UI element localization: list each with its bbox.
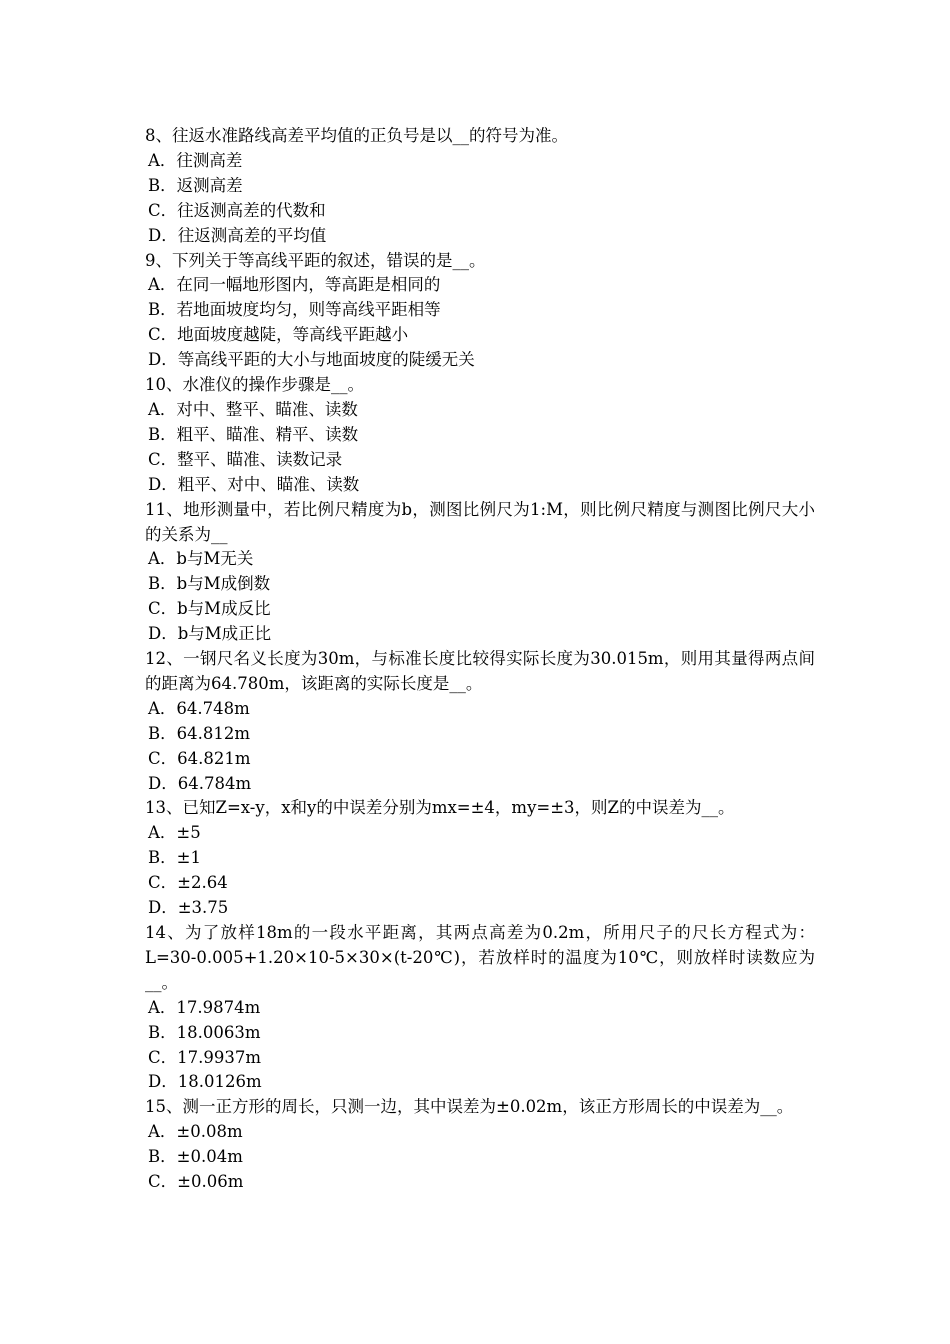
question-stem: 14、为了放样18m的一段水平距离，其两点高差为0.2m，所用尺子的尺长方程式为：L=30-0.005+1.20×10-5×30×(t-20℃)，若放样时的温度为10℃，则放样时读数应为__。 (145, 923, 815, 992)
option-c: C．±2.64 (148, 873, 228, 893)
option-a: A．在同一幅地形图内，等高距是相同的 (148, 275, 441, 295)
option-b: B．±0.04m (148, 1147, 243, 1167)
option-b: B．粗平、瞄准、精平、读数 (148, 424, 359, 444)
question-8 (145, 124, 815, 249)
question-stem: 12、一钢尺名义长度为30m，与标准长度比较得实际长度为30.015m，则用其量得两点间的距离为64.780m，该距离的实际长度是__。 (145, 649, 815, 693)
question-stem: 8、往返水准路线高差平均值的正负号是以__的符号为准。 (145, 126, 568, 145)
option-a: A．±5 (148, 823, 201, 843)
option-a: A．b与M无关 (148, 549, 254, 569)
option-c: C．往返测高差的代数和 (148, 200, 326, 220)
question-14 (145, 921, 815, 1095)
question-10 (145, 373, 815, 498)
question-9 (145, 249, 815, 374)
question-stem: 13、已知Z=x-y，x和y的中误差分别为mx=±4，my=±3，则Z的中误差为__。 (145, 798, 735, 818)
option-a: A．对中、整平、瞄准、读数 (148, 399, 358, 419)
option-b: B．64.812m (148, 723, 251, 743)
option-a: A．往测高差 (148, 150, 243, 170)
option-c: C．64.821m (148, 748, 251, 768)
option-b: B．b与M成倒数 (148, 574, 271, 594)
option-d: D．往返测高差的平均值 (148, 225, 327, 245)
option-b: B．±1 (148, 848, 201, 868)
option-a: A．64.748m (148, 698, 250, 718)
question-stem: 9、下列关于等高线平距的叙述，错误的是__。 (145, 250, 486, 270)
question-11 (145, 498, 815, 647)
option-d: D．18.0126m (148, 1072, 262, 1092)
option-a: A．17.9874m (148, 997, 261, 1017)
option-c: C．b与M成反比 (148, 599, 271, 619)
option-c: C．地面坡度越陡，等高线平距越小 (148, 325, 409, 345)
question-stem: 10、水准仪的操作步骤是__。 (145, 375, 364, 395)
option-b: B．18.0063m (148, 1022, 261, 1042)
option-d: D．粗平、对中、瞄准、读数 (148, 474, 360, 494)
option-d: D．等高线平距的大小与地面坡度的陡缓无关 (148, 350, 475, 370)
document-page (145, 124, 815, 1195)
option-b: B．返测高差 (148, 175, 243, 195)
option-a: A．±0.08m (148, 1122, 243, 1142)
option-c: C．17.9937m (148, 1047, 262, 1067)
question-13 (145, 796, 815, 921)
option-b: B．若地面坡度均匀，则等高线平距相等 (148, 300, 441, 320)
option-d: D．64.784m (148, 773, 252, 793)
option-d: D．b与M成正比 (148, 624, 272, 644)
option-c: C．±0.06m (148, 1172, 244, 1192)
question-stem: 15、测一正方形的周长，只测一边，其中误差为±0.02m，该正方形周长的中误差为__。 (145, 1097, 794, 1117)
option-d: D．±3.75 (148, 898, 229, 918)
question-stem: 11、地形测量中，若比例尺精度为b，测图比例尺为1:M，则比例尺精度与测图比例尺大小的关系为__ (145, 499, 815, 544)
question-12 (145, 647, 815, 796)
option-c: C．整平、瞄准、读数记录 (148, 449, 343, 469)
question-15 (145, 1095, 815, 1195)
